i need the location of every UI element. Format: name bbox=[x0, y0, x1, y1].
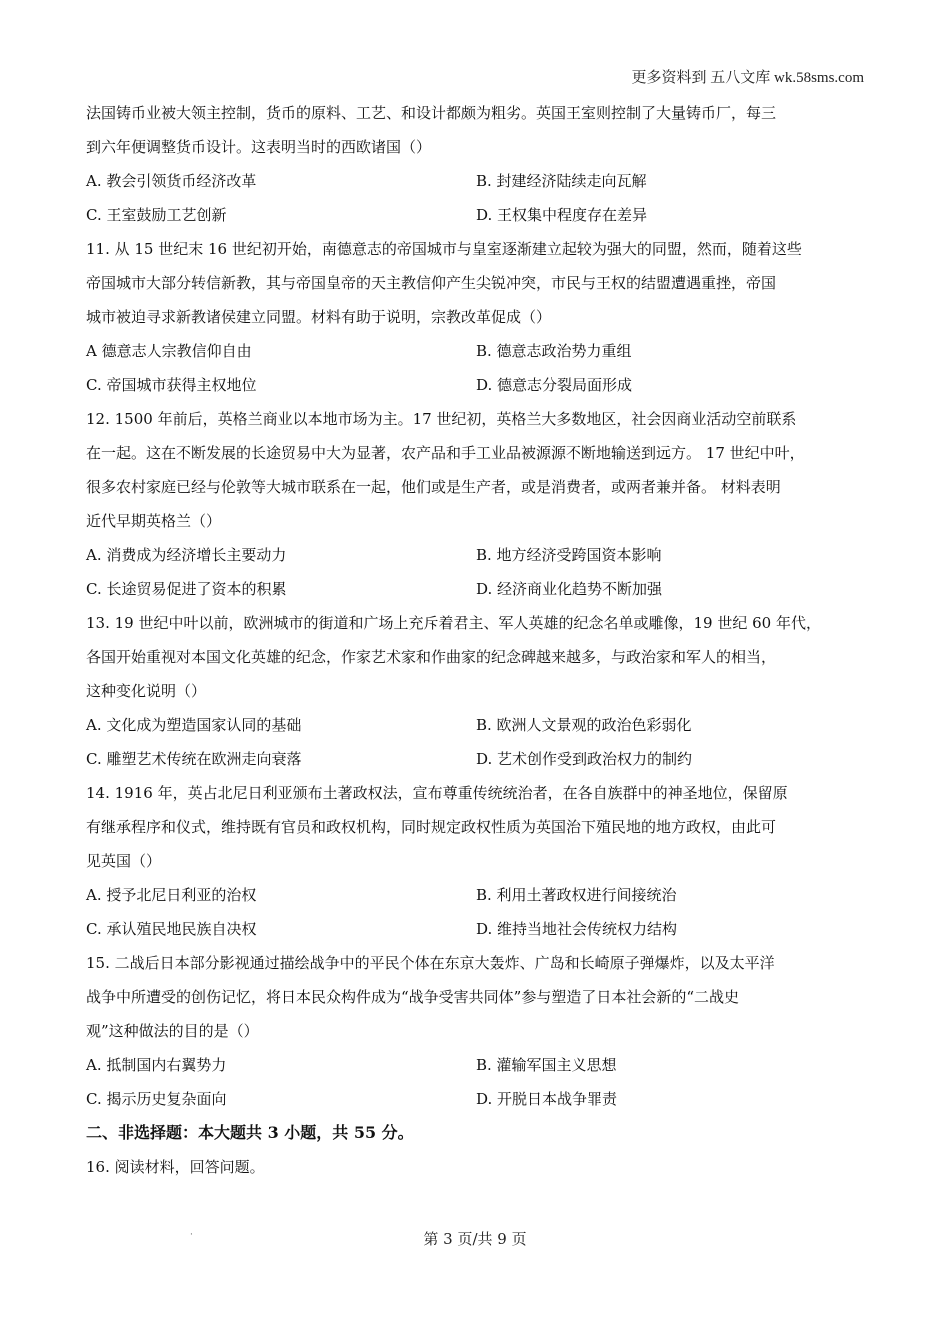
option-c: C. 揭示历史复杂面向 bbox=[86, 1090, 227, 1108]
footer-dot: · bbox=[190, 1230, 193, 1240]
question-10 bbox=[86, 96, 868, 232]
option-a: A. 消费成为经济增长主要动力 bbox=[86, 546, 287, 564]
question-13 bbox=[86, 606, 868, 776]
question-stem-line: 城市被迫寻求新教诸侯建立同盟。材料有助于说明，宗教改革促成（） bbox=[86, 308, 552, 326]
option-a: A. 文化成为塑造国家认同的基础 bbox=[86, 716, 302, 734]
option-a: A. 抵制国内右翼势力 bbox=[86, 1056, 227, 1074]
question-stem-line: 15. 二战后日本部分影视通过描绘战争中的平民个体在东京大轰炸、广岛和长崎原子弹爆炸，以及太平洋 bbox=[86, 954, 775, 972]
option-a: A. 授予北尼日利亚的治权 bbox=[86, 886, 257, 904]
option-c: C. 长途贸易促进了资本的积累 bbox=[86, 580, 287, 598]
question-11 bbox=[86, 232, 868, 402]
option-d: D. 经济商业化趋势不断加强 bbox=[476, 580, 663, 598]
option-d: D. 德意志分裂局面形成 bbox=[476, 376, 633, 394]
option-b: B. 地方经济受跨国资本影响 bbox=[476, 546, 662, 564]
section-title: 二、非选择题：本大题共 3 小题，共 55 分。 bbox=[86, 1123, 414, 1142]
question-stem-line: 13. 19 世纪中叶以前，欧洲城市的街道和广场上充斥着君主、军人英雄的纪念名单或雕像，19 世纪 60 年代， bbox=[86, 614, 821, 632]
option-b: B. 欧洲人文景观的政治色彩弱化 bbox=[476, 716, 692, 734]
option-d: D. 维持当地社会传统权力结构 bbox=[476, 920, 678, 938]
question-stem-line: 14. 1916 年，英占北尼日利亚颁布土著政权法，宣布尊重传统统治者，在各自族群中的神圣地位，保留原 bbox=[86, 784, 788, 802]
question-16-stem: 16. 阅读材料，回答问题。 bbox=[86, 1158, 265, 1176]
question-stem-line: 法国铸币业被大领主控制，货币的原料、工艺、和设计都颇为粗劣。英国王室则控制了大量铸币厂，每三 bbox=[86, 104, 777, 122]
question-stem-line: 有继承程序和仪式，维持既有官员和政权机构，同时规定政权性质为英国治下殖民地的地方政权，由此可 bbox=[86, 818, 777, 836]
question-stem-line: 近代早期英格兰（） bbox=[86, 512, 222, 530]
option-d: D. 艺术创作受到政治权力的制约 bbox=[476, 750, 693, 768]
page-content bbox=[86, 96, 868, 1184]
question-stem-line: 在一起。这在不断发展的长途贸易中大为显著，农产品和手工业品被源源不断地输送到远方。 17 世纪中叶， bbox=[86, 444, 805, 462]
question-14 bbox=[86, 776, 868, 946]
question-stem-line: 各国开始重视对本国文化英雄的纪念，作家艺术家和作曲家的纪念碑越来越多，与政治家和军人的相当， bbox=[86, 648, 777, 666]
option-c: C. 雕塑艺术传统在欧洲走向衰落 bbox=[86, 750, 302, 768]
question-stem-line: 见英国（） bbox=[86, 852, 162, 870]
options bbox=[86, 1048, 868, 1116]
option-c: C. 帝国城市获得主权地位 bbox=[86, 376, 257, 394]
options bbox=[86, 878, 868, 946]
question-stem-line: 12. 1500 年前后，英格兰商业以本地市场为主。17 世纪初，英格兰大多数地区，社会因商业活动空前联系 bbox=[86, 410, 797, 428]
option-b: B. 灌输军国主义思想 bbox=[476, 1056, 617, 1074]
question-stem-line: 很多农村家庭已经与伦敦等大城市联系在一起，他们或是生产者，或是消费者，或两者兼并备。 材料表明 bbox=[86, 478, 781, 496]
option-b: B. 德意志政治势力重组 bbox=[476, 342, 632, 360]
option-d: D. 开脱日本战争罪责 bbox=[476, 1090, 618, 1108]
question-stem-line: 11. 从 15 世纪末 16 世纪初开始，南德意志的帝国城市与皇室逐渐建立起较为强大的同盟，然而，随着这些 bbox=[86, 240, 802, 258]
option-c: C. 王室鼓励工艺创新 bbox=[86, 206, 227, 224]
options bbox=[86, 538, 868, 606]
option-c: C. 承认殖民地民族自决权 bbox=[86, 920, 257, 938]
question-stem-line: 观”这种做法的目的是（） bbox=[86, 1022, 259, 1040]
question-stem-line: 这种变化说明（） bbox=[86, 682, 207, 700]
question-12 bbox=[86, 402, 868, 606]
option-d: D. 王权集中程度存在差异 bbox=[476, 206, 648, 224]
question-15 bbox=[86, 946, 868, 1116]
option-b: B. 利用土著政权进行间接统治 bbox=[476, 886, 677, 904]
options bbox=[86, 708, 868, 776]
options bbox=[86, 164, 868, 232]
question-stem-line: 帝国城市大部分转信新教，其与帝国皇帝的天主教信仰产生尖锐冲突，市民与王权的结盟遭遇重挫，帝国 bbox=[86, 274, 777, 292]
question-stem-line: 战争中所遭受的创伤记忆，将日本民众构件成为“战争受害共同体”参与塑造了日本社会新的“二战史 bbox=[86, 988, 740, 1006]
options bbox=[86, 334, 868, 402]
option-b: B. 封建经济陆续走向瓦解 bbox=[476, 172, 647, 190]
option-a: A 德意志人宗教信仰自由 bbox=[86, 342, 252, 360]
question-stem-line: 到六年便调整货币设计。这表明当时的西欧诸国（） bbox=[86, 138, 432, 156]
option-a: A. 教会引领货币经济改革 bbox=[86, 172, 257, 190]
header-note: 更多资料到 五八文库 wk.58sms.com bbox=[631, 70, 864, 86]
page-footer: 第 3 页/共 9 页 bbox=[423, 1230, 527, 1248]
